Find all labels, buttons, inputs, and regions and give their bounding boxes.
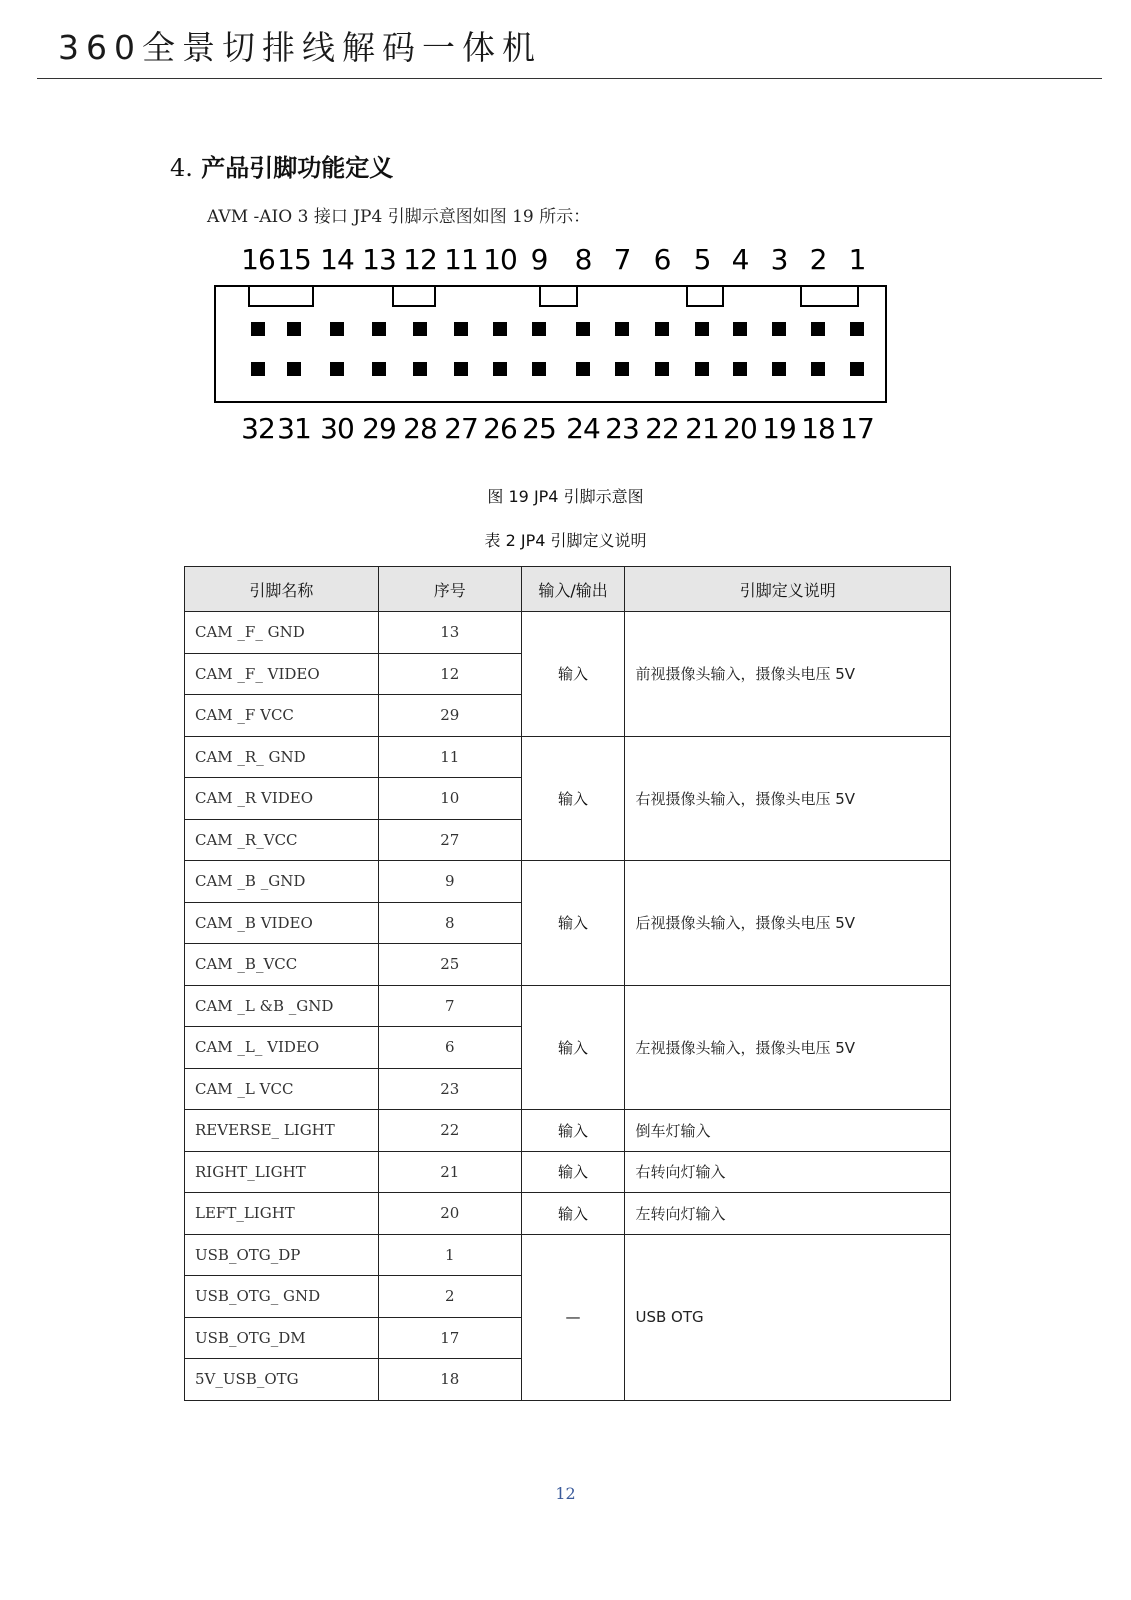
- pin-name-cell: CAM _F_ VIDEO: [185, 653, 379, 695]
- top-pin-label: 5: [693, 243, 711, 276]
- top-pin-label: 12: [403, 243, 437, 276]
- connector-pin: [733, 362, 747, 376]
- pin-name-cell: CAM _F VCC: [185, 695, 379, 737]
- connector-pin: [532, 362, 546, 376]
- table-row: [185, 1193, 951, 1235]
- pin-name-cell: USB_OTG_DP: [185, 1234, 379, 1276]
- bottom-pin-label: 31: [277, 412, 311, 445]
- pin-description-cell: 左视摄像头输入，摄像头电压 5V: [625, 985, 951, 1110]
- pin-name-cell: CAM _R VIDEO: [185, 778, 379, 820]
- table-header-row: [185, 567, 951, 612]
- io-direction-cell: 输入: [521, 861, 625, 986]
- table-row: [185, 612, 951, 654]
- connector-pin: [330, 362, 344, 376]
- bottom-pin-label: 27: [444, 412, 478, 445]
- pin-definition-table: [184, 566, 951, 1401]
- pin-name-cell: 5V_USB_OTG: [185, 1359, 379, 1401]
- pin-number-cell: 29: [378, 695, 521, 737]
- top-pin-label: 9: [530, 243, 548, 276]
- pin-name-cell: REVERSE_ LIGHT: [185, 1110, 379, 1152]
- io-direction-cell: 输入: [521, 1110, 625, 1152]
- connector-pin: [454, 362, 468, 376]
- pin-number-cell: 18: [378, 1359, 521, 1401]
- io-direction-cell: 输入: [521, 1151, 625, 1193]
- table-row: [185, 861, 951, 903]
- top-pin-label: 13: [362, 243, 396, 276]
- pin-name-cell: CAM _B _GND: [185, 861, 379, 903]
- connector-pin: [850, 322, 864, 336]
- jp4-connector-diagram: [0, 0, 1131, 460]
- connector-pin: [772, 322, 786, 336]
- top-pin-label: 3: [770, 243, 788, 276]
- top-pin-label: 16: [241, 243, 275, 276]
- pin-name-cell: CAM _R_ GND: [185, 736, 379, 778]
- connector-pin: [576, 322, 590, 336]
- document-header-title: 360全景切排线解码一体机: [58, 28, 542, 67]
- pin-name-cell: USB_OTG_ GND: [185, 1276, 379, 1318]
- connector-pin: [811, 322, 825, 336]
- connector-pin: [655, 322, 669, 336]
- figure-caption: 图 19 JP4 引脚示意图: [487, 487, 644, 506]
- pin-name-cell: CAM _R_VCC: [185, 819, 379, 861]
- bottom-pin-label: 26: [483, 412, 517, 445]
- io-direction-cell: 输入: [521, 736, 625, 861]
- io-direction-cell: 输入: [521, 612, 625, 737]
- bottom-pin-label: 32: [241, 412, 275, 445]
- table-caption: 表 2 JP4 引脚定义说明: [484, 531, 647, 550]
- connector-key-notch: [801, 286, 858, 306]
- pin-number-cell: 27: [378, 819, 521, 861]
- top-pin-label: 15: [277, 243, 311, 276]
- connector-pin: [811, 362, 825, 376]
- connector-pin: [532, 322, 546, 336]
- connector-pin: [287, 322, 301, 336]
- section-title: 产品引脚功能定义: [201, 154, 394, 182]
- connector-pin: [615, 322, 629, 336]
- bottom-pin-label: 21: [685, 412, 719, 445]
- page-number: 12: [555, 1484, 576, 1503]
- connector-key-notch: [687, 286, 723, 306]
- pin-description-cell: 右视摄像头输入，摄像头电压 5V: [625, 736, 951, 861]
- pin-description-cell: USB OTG: [625, 1234, 951, 1400]
- intro-text: AVM -AIO 3 接口 JP4 引脚示意图如图 19 所示：: [207, 207, 591, 227]
- connector-pin: [372, 362, 386, 376]
- connector-pin: [493, 362, 507, 376]
- bottom-pin-label: 24: [566, 412, 600, 445]
- bottom-pin-label: 23: [605, 412, 639, 445]
- connector-key-notch: [249, 286, 313, 306]
- connector-pin: [251, 322, 265, 336]
- pin-number-cell: 7: [378, 985, 521, 1027]
- table-row: [185, 1234, 951, 1276]
- header-pin-name: 引脚名称: [185, 567, 379, 612]
- pin-name-cell: CAM _B_VCC: [185, 944, 379, 986]
- pin-name-cell: RIGHT_LIGHT: [185, 1151, 379, 1193]
- bottom-pin-label: 18: [801, 412, 835, 445]
- connector-key-notch: [393, 286, 435, 306]
- connector-pin: [733, 322, 747, 336]
- pin-number-cell: 21: [378, 1151, 521, 1193]
- top-pin-label: 7: [613, 243, 631, 276]
- connector-pin: [413, 362, 427, 376]
- top-pin-label: 8: [574, 243, 592, 276]
- pin-name-cell: CAM _L VCC: [185, 1068, 379, 1110]
- header-pin-number: 序号: [378, 567, 521, 612]
- pin-description-cell: 右转向灯输入: [625, 1151, 951, 1193]
- pin-number-cell: 11: [378, 736, 521, 778]
- bottom-pin-label: 25: [522, 412, 556, 445]
- connector-pin: [413, 322, 427, 336]
- connector-pin: [454, 322, 468, 336]
- connector-pin: [576, 362, 590, 376]
- connector-keys: [249, 286, 858, 306]
- connector-pin: [330, 322, 344, 336]
- pin-description-cell: 前视摄像头输入，摄像头电压 5V: [625, 612, 951, 737]
- pin-number-cell: 1: [378, 1234, 521, 1276]
- pin-name-cell: USB_OTG_DM: [185, 1317, 379, 1359]
- bottom-pin-label: 28: [403, 412, 437, 445]
- pin-name-cell: CAM _B VIDEO: [185, 902, 379, 944]
- connector-pin: [850, 362, 864, 376]
- connector-pin: [695, 362, 709, 376]
- pin-name-cell: LEFT_LIGHT: [185, 1193, 379, 1235]
- table-row: [185, 985, 951, 1027]
- pin-number-cell: 25: [378, 944, 521, 986]
- connector-pin: [695, 322, 709, 336]
- pin-description-cell: 倒车灯输入: [625, 1110, 951, 1152]
- connector-key-notch: [540, 286, 577, 306]
- bottom-pin-label: 29: [362, 412, 396, 445]
- top-pin-label: 1: [848, 243, 866, 276]
- io-direction-cell: 输入: [521, 985, 625, 1110]
- top-pin-label: 2: [809, 243, 827, 276]
- pin-number-cell: 23: [378, 1068, 521, 1110]
- top-pin-label: 10: [483, 243, 517, 276]
- header-description: 引脚定义说明: [625, 567, 951, 612]
- pin-name-cell: CAM _L_ VIDEO: [185, 1027, 379, 1069]
- table-row: [185, 736, 951, 778]
- connector-pin: [772, 362, 786, 376]
- bottom-pin-label: 30: [320, 412, 354, 445]
- table-row: [185, 1110, 951, 1152]
- pin-number-cell: 22: [378, 1110, 521, 1152]
- top-pin-label: 4: [731, 243, 749, 276]
- top-pin-label: 14: [320, 243, 354, 276]
- pin-description-cell: 后视摄像头输入，摄像头电压 5V: [625, 861, 951, 986]
- connector-pin: [287, 362, 301, 376]
- pin-number-cell: 9: [378, 861, 521, 903]
- connector-body: [215, 286, 886, 402]
- bottom-pin-label: 20: [723, 412, 757, 445]
- io-direction-cell: 输入: [521, 1193, 625, 1235]
- section-number: 4.: [170, 154, 193, 182]
- pin-number-cell: 10: [378, 778, 521, 820]
- pin-description-cell: 左转向灯输入: [625, 1193, 951, 1235]
- connector-pin: [655, 362, 669, 376]
- pin-number-cell: 8: [378, 902, 521, 944]
- pin-name-cell: CAM _F_ GND: [185, 612, 379, 654]
- header-io: 输入/输出: [521, 567, 625, 612]
- connector-pin: [251, 362, 265, 376]
- connector-pin: [615, 362, 629, 376]
- pin-number-cell: 13: [378, 612, 521, 654]
- connector-pins: [251, 322, 864, 376]
- pin-number-cell: 6: [378, 1027, 521, 1069]
- pin-number-cell: 12: [378, 653, 521, 695]
- pin-number-cell: 20: [378, 1193, 521, 1235]
- pin-number-cell: 2: [378, 1276, 521, 1318]
- pin-number-cell: 17: [378, 1317, 521, 1359]
- pin-name-cell: CAM _L &B _GND: [185, 985, 379, 1027]
- connector-pin: [372, 322, 386, 336]
- bottom-pin-label: 19: [762, 412, 796, 445]
- top-pin-label: 6: [653, 243, 671, 276]
- connector-pin: [493, 322, 507, 336]
- top-pin-label: 11: [444, 243, 478, 276]
- io-direction-cell: —: [521, 1234, 625, 1400]
- table-row: [185, 1151, 951, 1193]
- bottom-pin-label: 22: [645, 412, 679, 445]
- bottom-pin-label: 17: [840, 412, 874, 445]
